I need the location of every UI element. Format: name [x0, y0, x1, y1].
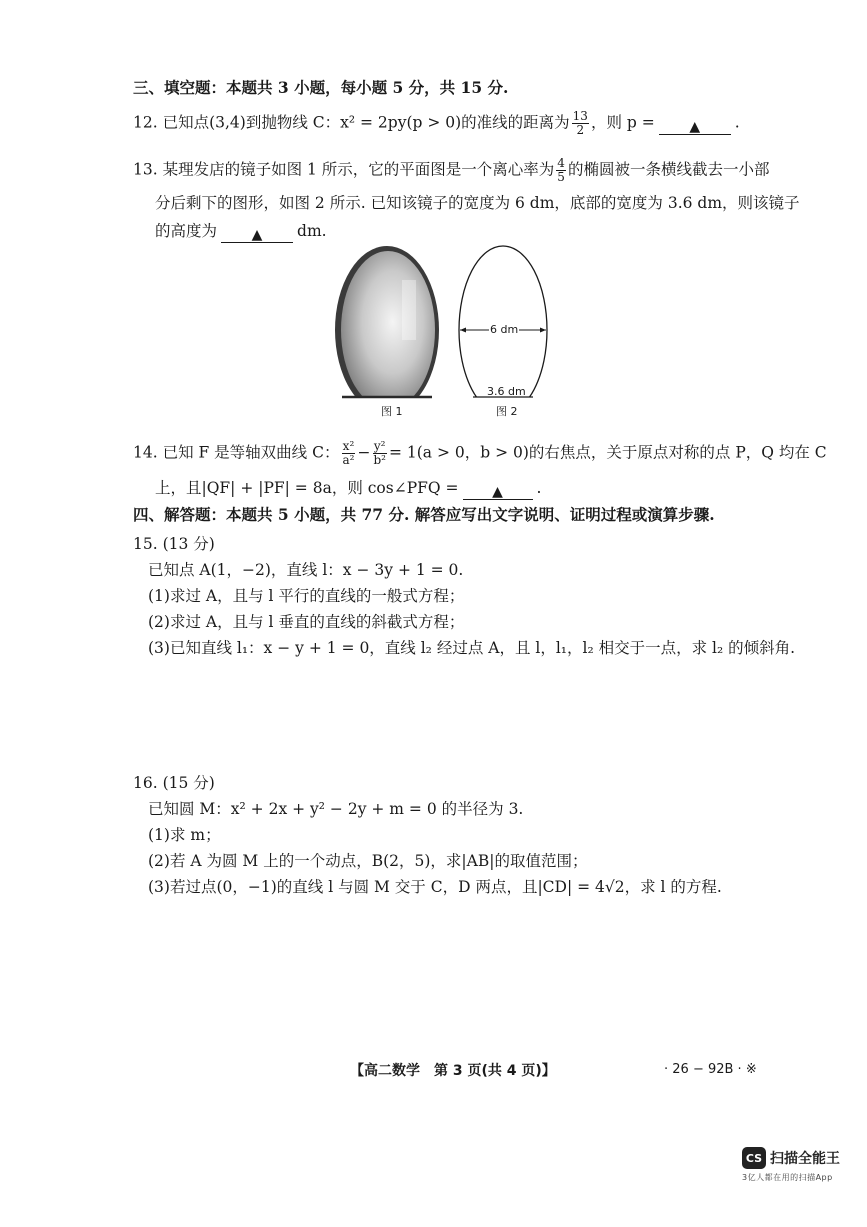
- q16-part-1: (1)求 m；: [148, 826, 221, 844]
- figure-1-mirror: [330, 240, 445, 405]
- q14-f2-num: y²: [373, 439, 386, 453]
- q14-blank-mark: ▲: [492, 484, 503, 500]
- q14-f1-num: x²: [342, 439, 355, 453]
- q14-fraction-y: [372, 440, 387, 467]
- page-footer: 【高二数学 第 3 页(共 4 页)】: [350, 1063, 556, 1079]
- q15-part-3: (3)已知直线 l₁：x − y + 1 = 0，直线 l₂ 经过点 A，且 l，l₁，l₂ 相交于一点，求 l₂ 的倾斜角.: [148, 639, 796, 657]
- q14-prefix: 14. 已知 F 是等轴双曲线 C：: [133, 443, 340, 462]
- question-14-line2: [155, 478, 541, 500]
- q12-suffix: ，则 p =: [590, 113, 655, 132]
- q13-line3-a: 的高度为: [155, 222, 218, 240]
- q15-part-2: (2)求过 A，且与 l 垂直的直线的斜截式方程；: [148, 613, 465, 631]
- q16-part-3: (3)若过点(0，−1)的直线 l 与圆 M 交于 C，D 两点，且|CD| = 4√2，求 l 的方程.: [148, 878, 722, 896]
- q16-header: 16. (15 分): [133, 774, 215, 792]
- q14-end: .: [536, 479, 542, 497]
- question-13-line1: [133, 157, 769, 184]
- q14-line2-a: 上，且|QF| + |PF| = 8a，则 cos∠PFQ =: [155, 479, 459, 497]
- watermark-brand: 扫描全能王: [770, 1151, 840, 1167]
- q15-part-1: (1)求过 A，且与 l 平行的直线的一般式方程；: [148, 587, 465, 605]
- q12-frac-den: 2: [576, 123, 585, 137]
- q12-fraction: [572, 110, 589, 137]
- figure-1-caption: 图 1: [381, 405, 403, 418]
- question-12: [133, 110, 740, 137]
- q14-minus: −: [357, 443, 371, 462]
- q16-part-2: (2)若 A 为圆 M 上的一个动点，B(2，5)，求|AB|的取值范围；: [148, 852, 588, 870]
- camscanner-logo-icon: CS: [742, 1147, 766, 1169]
- q13-line1-b: 的椭圆被一条横线截去一小部: [567, 160, 770, 179]
- figure-2-caption: 图 2: [496, 405, 518, 418]
- figure-2-base-label: 3.6 dm: [487, 385, 526, 398]
- watermark-subtitle: 3亿人都在用的扫描App: [742, 1173, 833, 1182]
- width-arrow-right: [540, 328, 546, 333]
- question-13-line2: 分后剩下的图形，如图 2 所示. 已知该镜子的宽度为 6 dm，底部的宽度为 3.6 dm，则该镜子: [155, 194, 800, 212]
- section4-title: 四、解答题：本题共 5 小题，共 77 分. 解答应写出文字说明、证明过程或演算步骤.: [133, 505, 715, 524]
- paper-code: · 26 − 92B · ※: [664, 1062, 757, 1077]
- q14-rest1: = 1(a > 0，b > 0)的右焦点，关于原点对称的点 P，Q 均在 C: [388, 443, 827, 462]
- q15-header: 15. (13 分): [133, 535, 215, 553]
- q13-answer-blank: [221, 224, 293, 243]
- q12-blank-mark: ▲: [689, 118, 701, 135]
- q14-f1-den: a²: [342, 453, 355, 467]
- q13-frac-num: 4: [557, 156, 565, 170]
- q16-stem: 已知圆 M：x² + 2x + y² − 2y + m = 0 的半径为 3.: [148, 800, 524, 818]
- q14-answer-blank: [463, 481, 533, 500]
- mirror-glass: [341, 251, 435, 405]
- q12-frac-num: 13: [572, 109, 588, 123]
- q14-fraction-x: [341, 440, 355, 467]
- q15-stem: 已知点 A(1，−2)，直线 l：x − 3y + 1 = 0.: [148, 561, 464, 579]
- figure-2-width-label: 6 dm: [490, 323, 519, 336]
- width-arrow-left: [460, 328, 466, 333]
- q14-f2-den: b²: [373, 453, 386, 467]
- q13-line3-b: dm.: [297, 222, 327, 240]
- q13-blank-mark: ▲: [251, 227, 263, 243]
- q12-answer-blank: [659, 116, 731, 135]
- section3-title: 三、填空题：本题共 3 小题，每小题 5 分，共 15 分.: [133, 78, 509, 97]
- q13-fraction: [556, 157, 566, 184]
- q13-frac-den: 5: [557, 170, 565, 184]
- question-14-line1: [133, 440, 827, 467]
- question-13-line3: [155, 221, 327, 243]
- q13-line1-a: 13. 某理发店的镜子如图 1 所示，它的平面图是一个离心率为: [133, 160, 555, 179]
- q12-prefix: 12. 已知点(3,4)到抛物线 C：x² = 2py(p > 0)的准线的距离为: [133, 113, 570, 132]
- q12-end: .: [734, 113, 740, 132]
